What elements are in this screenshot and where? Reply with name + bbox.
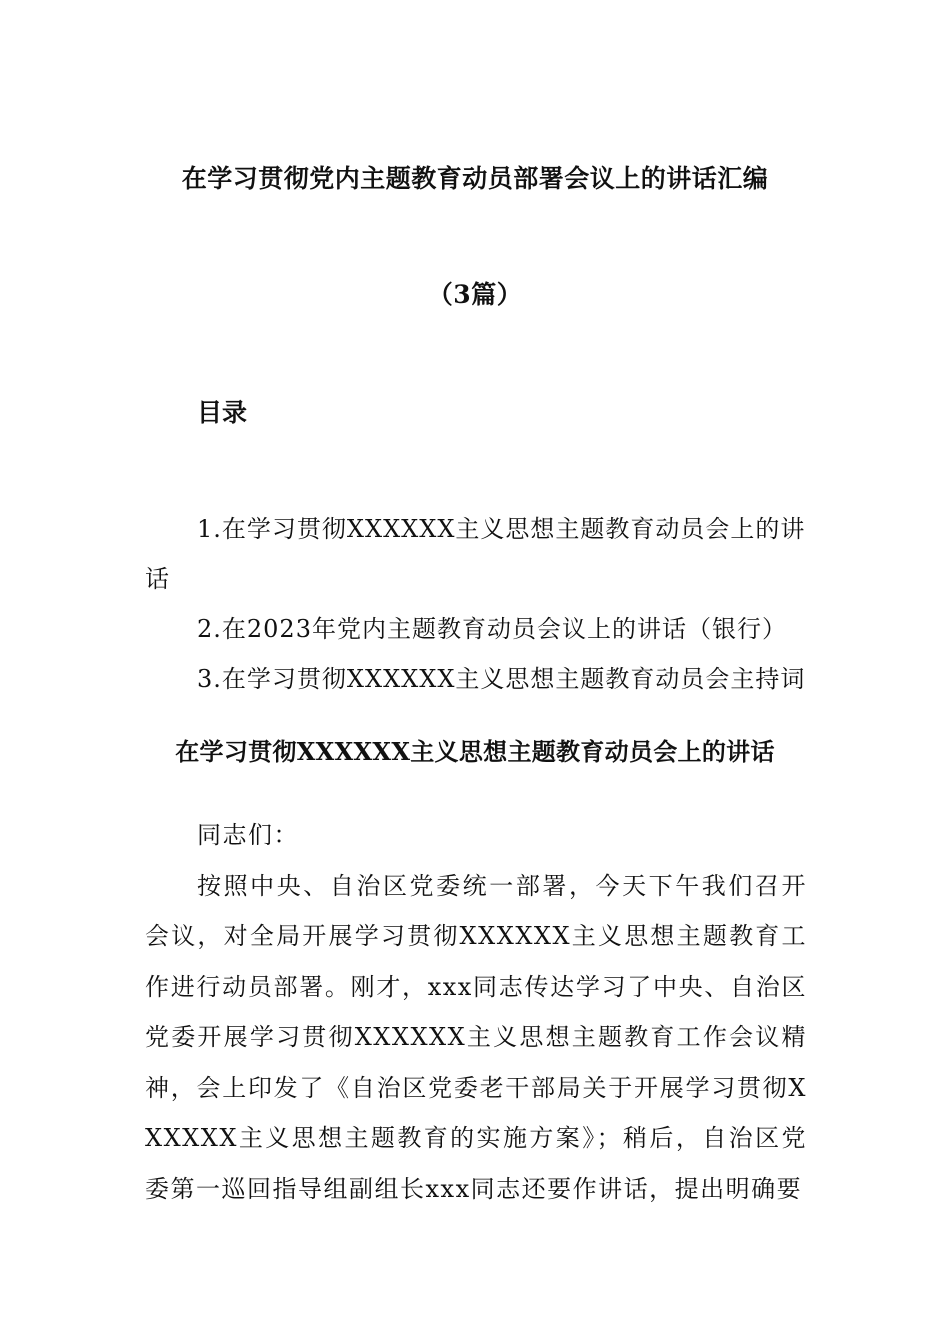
toc-item-2: 2.在2023年党内主题教育动员会议上的讲话（银行） <box>197 615 787 643</box>
toc-item-1: 1.在学习贯彻XXXXXX主义思想主题教育动员会上的讲话 <box>145 515 806 593</box>
table-of-contents <box>145 504 807 704</box>
section-body <box>145 810 807 1214</box>
salutation: 同志们： <box>197 821 299 849</box>
document-subtitle: （3篇） <box>427 280 523 309</box>
document-title: 在学习贯彻党内主题教育动员部署会议上的讲话汇编 <box>181 164 769 193</box>
body-paragraph: 按照中央、自治区党委统一部署，今天下午我们召开会议，对全局开展学习贯彻XXXXXX主义思想主题教育工作进行动员部署。刚才，xxx同志传达学习了中央、自治区党委开展学习贯彻XXXXXX主义思想主题教育工作会议精神，会上印发了《自治区党委老干部局关于开展学习贯彻XXXXXX主义思想主题教育的实施方案》；稍后，自治区党委第一巡回指导组副组长xxx同志还要作讲话，提出明确要 <box>145 871 807 1203</box>
toc-item-3: 3.在学习贯彻XXXXXX主义思想主题教育动员会主持词 <box>197 665 806 693</box>
section-title: 在学习贯彻XXXXXX主义思想主题教育动员会上的讲话 <box>175 737 775 766</box>
toc-heading: 目录 <box>197 398 248 427</box>
